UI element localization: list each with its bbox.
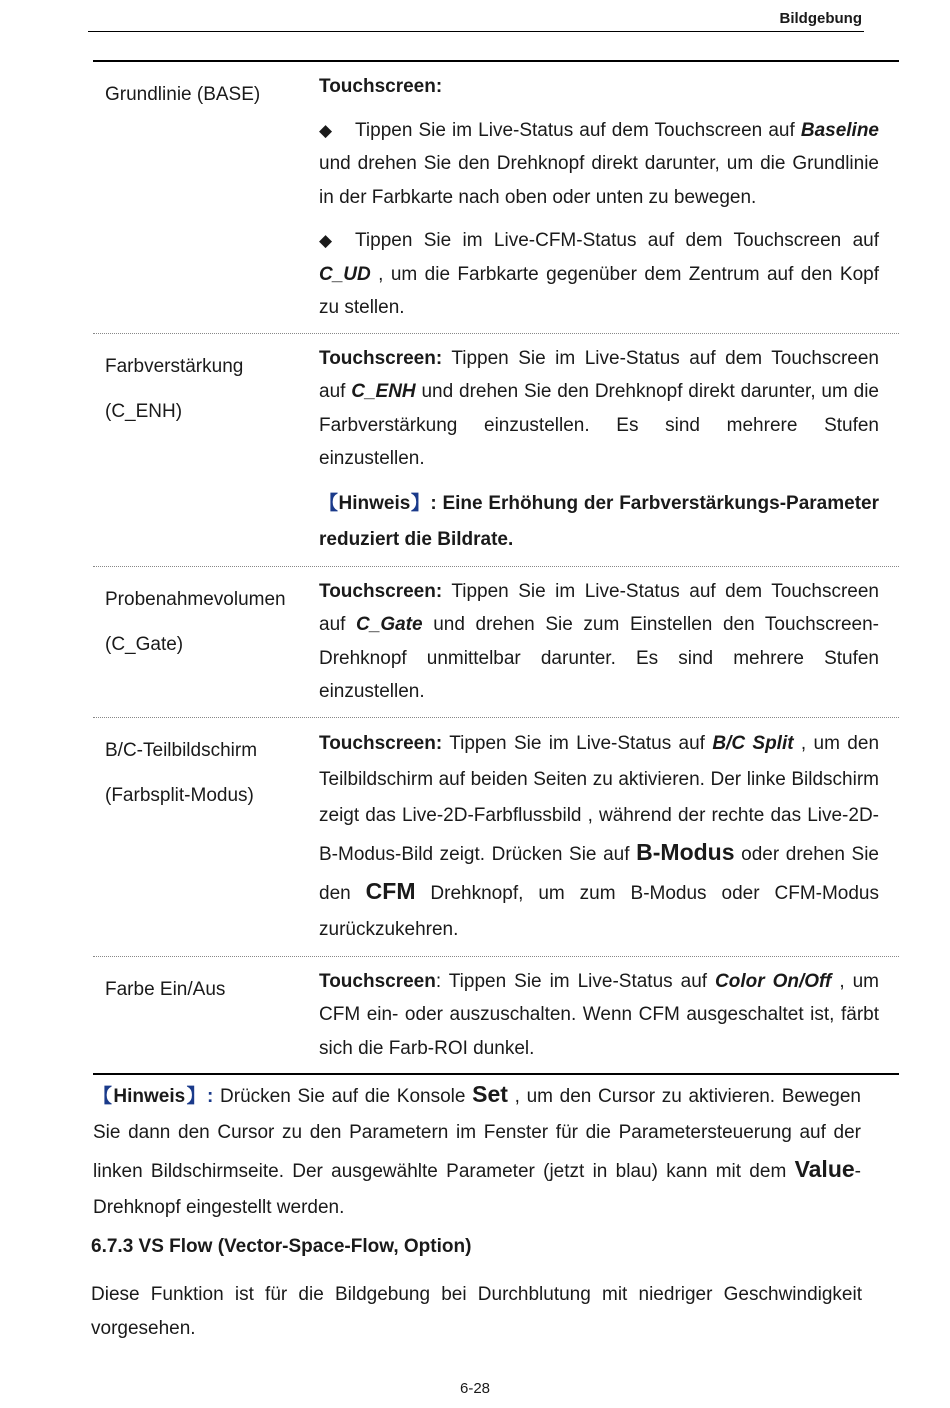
key-term: C_ENH	[351, 381, 416, 402]
touchscreen-heading: Touchscreen:	[319, 732, 443, 754]
row-label-line: (C_ENH)	[105, 400, 183, 422]
row-label	[93, 567, 319, 717]
row-description: Touchscreen: Tippen Sie im Live-Status auf Color On/Off , um CFM ein- oder auszuschalten. Wenn CFM ausgeschaltet ist, färbt sich die Farb-ROI dunkel.	[319, 970, 880, 1059]
row-label-line: (C_Gate)	[105, 633, 184, 655]
row-description: Touchscreen: Tippen Sie im Live-Status auf B/C Split , um den Teilbildschirm auf beiden Seiten zu aktivieren. Der linke Bildschirm zeigt das Live-2D-Farbflussbild , während der rechte das Live-2D-B-Modus-Bild zeigt. Drücken Sie auf B-Modus oder drehen Sie den CFM Drehknopf, um zum B-Modus oder CFM-Modus zurückzukehren.	[319, 732, 880, 940]
touchscreen-heading: Touchscreen:	[319, 347, 443, 369]
row-label	[93, 957, 319, 1074]
key-term: CFM	[365, 877, 416, 904]
note-label: Hinweis	[113, 1086, 186, 1107]
note: 【Hinweis】: Eine Erhöhung der Farbverstärkungs-Parameter reduziert die Bildrate.	[319, 492, 879, 550]
row-label-line: Grundlinie (BASE)	[105, 84, 261, 105]
row-label-line: B/C-Teilbildschirm	[105, 739, 258, 761]
touchscreen-heading: Touchscreen:	[319, 580, 443, 602]
section-heading: 6.7.3 VS Flow (Vector-Space-Flow, Option)	[91, 1236, 472, 1257]
table-row	[93, 566, 899, 717]
key-term: C_Gate	[356, 614, 423, 635]
row-description: Touchscreen: Tippen Sie im Live-Status auf dem Touchscreen auf C_ENH und drehen Sie den Drehknopf direkt darunter, um die Farbverstärkung einzustellen. Es sind mehrere Stufen einzustellen. 【Hinweis】: Eine Erhöhung der Farbverstärkungs-Parameter reduziert die Bildrate.	[319, 334, 889, 566]
touchscreen-heading: Touchscreen:	[319, 76, 443, 97]
table-row	[93, 956, 899, 1074]
note-label: Hinweis	[338, 492, 411, 514]
key-term: Set	[472, 1081, 508, 1107]
parameter-table	[93, 60, 899, 1075]
row-description	[319, 62, 889, 333]
row-label-line: Probenahmevolumen	[105, 588, 286, 610]
key-term: B-Modus	[636, 838, 735, 865]
table-row	[93, 333, 899, 566]
row-label	[93, 334, 319, 566]
key-term: B/C Split	[712, 732, 794, 754]
bullet-item: ◆ Tippen Sie im Live-Status auf dem Touchscreen auf Baseline und drehen Sie den Drehknopf direkt darunter, um die Grundlinie in der Farbkarte nach oben oder unten zu bewegen.	[319, 114, 879, 215]
key-term: Value	[794, 1156, 855, 1182]
row-label-line: (Farbsplit-Modus)	[105, 784, 254, 806]
row-label	[93, 718, 319, 956]
key-term: Color On/Off	[715, 970, 832, 992]
touchscreen-heading: Touchscreen	[319, 970, 436, 992]
page-number: 6-28	[459, 1380, 491, 1397]
key-term: C_UD	[319, 263, 371, 285]
row-label	[93, 62, 319, 333]
diamond-bullet-icon: ◆	[319, 231, 333, 250]
header-rule	[88, 31, 864, 32]
footer-note: 【Hinweis】: Drücken Sie auf die Konsole Set , um den Cursor zu aktivieren. Bewegen Sie dann den Cursor zu den Parametern im Fenster für die Parametersteuerung auf der linken Bildschirmseite. Der ausgewählte Parameter (jetzt in blau) kann mit dem Value-Drehknopf eingestellt werden.	[93, 1081, 861, 1218]
table-row	[93, 62, 899, 333]
key-term: Baseline	[800, 119, 879, 141]
section-body: Diese Funktion ist für die Bildgebung bei Durchblutung mit niedriger Geschwindigkeit vorgesehen.	[91, 1284, 862, 1339]
header-title: Bildgebung	[779, 10, 862, 27]
row-description: Touchscreen: Tippen Sie im Live-Status auf dem Touchscreen auf C_Gate und drehen Sie zum Einstellen den Touchscreen-Drehknopf unmittelbar darunter. Es sind mehrere Stufen einzustellen.	[319, 580, 879, 702]
table-row	[93, 717, 899, 956]
bullet-item: ◆ Tippen Sie im Live-CFM-Status auf dem Touchscreen auf C_UD , um die Farbkarte gegenüber dem Zentrum auf den Kopf zu stellen.	[319, 224, 879, 325]
row-label-line: Farbe Ein/Aus	[105, 978, 226, 1000]
diamond-bullet-icon: ◆	[319, 120, 333, 140]
row-label-line: Farbverstärkung	[105, 355, 244, 377]
